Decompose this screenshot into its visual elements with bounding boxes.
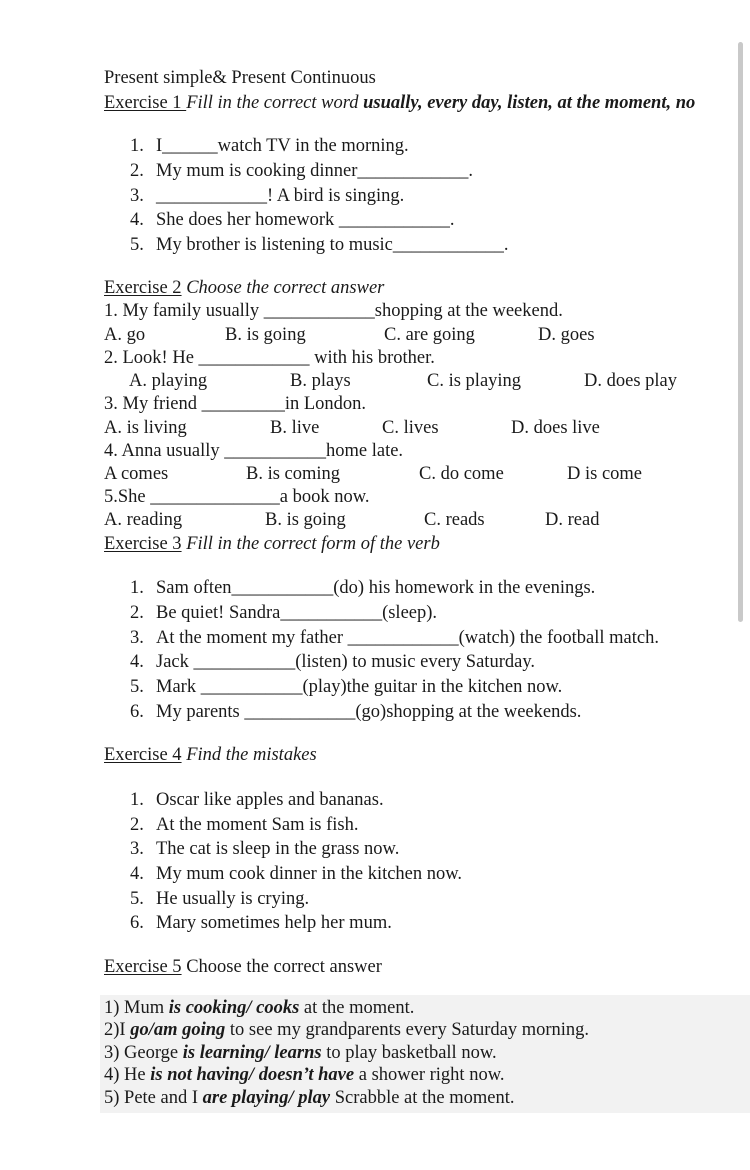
exercise-1-word-bank: usually, every day, listen, at the moment, no	[363, 93, 696, 113]
option: D. does play	[584, 371, 677, 391]
exercise-3-instruction: Fill in the correct form of the verb	[181, 534, 440, 554]
option: C. reads	[424, 510, 485, 530]
list-item: 2. Be quiet! Sandra___________(sleep).	[130, 603, 438, 623]
option: D. does live	[511, 418, 600, 438]
scrollbar[interactable]	[738, 42, 743, 622]
list-item: 2)I go/am going to see my grandparents every Saturday morning.	[104, 1020, 590, 1040]
list-item: 1) Mum is cooking/ cooks at the moment.	[104, 998, 415, 1018]
list-item: 3. At the moment my father ____________(watch) the football match.	[130, 628, 659, 648]
exercise-3-heading	[104, 533, 440, 555]
list-item: 5. My brother is listening to music____________.	[130, 235, 509, 255]
exercise-5-instruction: Choose the correct answer	[181, 957, 382, 977]
exercise-2-label: Exercise 2	[104, 278, 182, 298]
option: A. reading	[104, 510, 183, 530]
exercise-4-label: Exercise 4	[104, 745, 182, 765]
exercise-5-heading	[104, 956, 382, 978]
option: B. is going	[265, 510, 346, 530]
question-3: 3. My friend _________in London.	[104, 394, 367, 414]
exercise-4-instruction: Find the mistakes	[181, 745, 317, 765]
list-item: 6. My parents ____________(go)shopping at the weekends.	[130, 702, 582, 722]
exercise-2-heading	[104, 277, 384, 299]
question-4: 4. Anna usually ___________home late.	[104, 441, 404, 461]
option: B. is coming	[246, 464, 341, 484]
option: C. is playing	[427, 371, 522, 391]
option: C. lives	[382, 418, 439, 438]
list-item: 3. ____________! A bird is singing.	[130, 186, 405, 206]
question-5: 5.She ______________a book now.	[104, 487, 370, 507]
option: C. do come	[419, 464, 504, 484]
option: B. is going	[225, 325, 306, 345]
option: A. go	[104, 325, 146, 345]
option: D. read	[545, 510, 600, 530]
option: B. plays	[290, 371, 351, 391]
list-item: 4. She does her homework ____________.	[130, 210, 455, 230]
option: D. goes	[538, 325, 595, 345]
list-item: 1. I______watch TV in the morning.	[130, 136, 409, 156]
option: B. live	[270, 418, 320, 438]
exercise-1-heading	[104, 92, 695, 114]
question-1: 1. My family usually ____________shopping at the weekend.	[104, 301, 563, 321]
list-item: 1. Sam often___________(do) his homework in the evenings.	[130, 578, 596, 598]
option: A comes	[104, 464, 169, 484]
exercise-5-label: Exercise 5	[104, 957, 182, 977]
list-item: 2. At the moment Sam is fish.	[130, 815, 359, 835]
list-item: 1. Oscar like apples and bananas.	[130, 790, 384, 810]
list-item: 5. Mark ___________(play)the guitar in the kitchen now.	[130, 677, 563, 697]
list-item: 4. My mum cook dinner in the kitchen now.	[130, 864, 463, 884]
list-item: 5) Pete and I are playing/ play Scrabble at the moment.	[104, 1088, 515, 1108]
list-item: 6. Mary sometimes help her mum.	[130, 913, 392, 933]
exercise-2-instruction: Choose the correct answer	[181, 278, 385, 298]
list-item: 4) He is not having/ doesn’t have a shower right now.	[104, 1065, 505, 1085]
list-item: 5. He usually is crying.	[130, 889, 310, 909]
question-2: 2. Look! He ____________ with his brother.	[104, 348, 435, 368]
exercise-1-label: Exercise 1	[104, 93, 187, 113]
list-item: 3) George is learning/ learns to play basketball now.	[104, 1043, 497, 1063]
option: D is come	[567, 464, 643, 484]
exercise-4-heading	[104, 744, 317, 766]
option: A. is living	[104, 418, 187, 438]
exercise-3-label: Exercise 3	[104, 534, 182, 554]
page-title: Present simple& Present Continuous	[104, 68, 376, 88]
list-item: 2. My mum is cooking dinner____________.	[130, 161, 474, 181]
list-item: 4. Jack ___________(listen) to music every Saturday.	[130, 652, 535, 672]
option: C. are going	[384, 325, 475, 345]
exercise-1-instruction: Fill in the correct word	[186, 93, 364, 113]
option: A. playing	[129, 371, 208, 391]
list-item: 3. The cat is sleep in the grass now.	[130, 839, 400, 859]
